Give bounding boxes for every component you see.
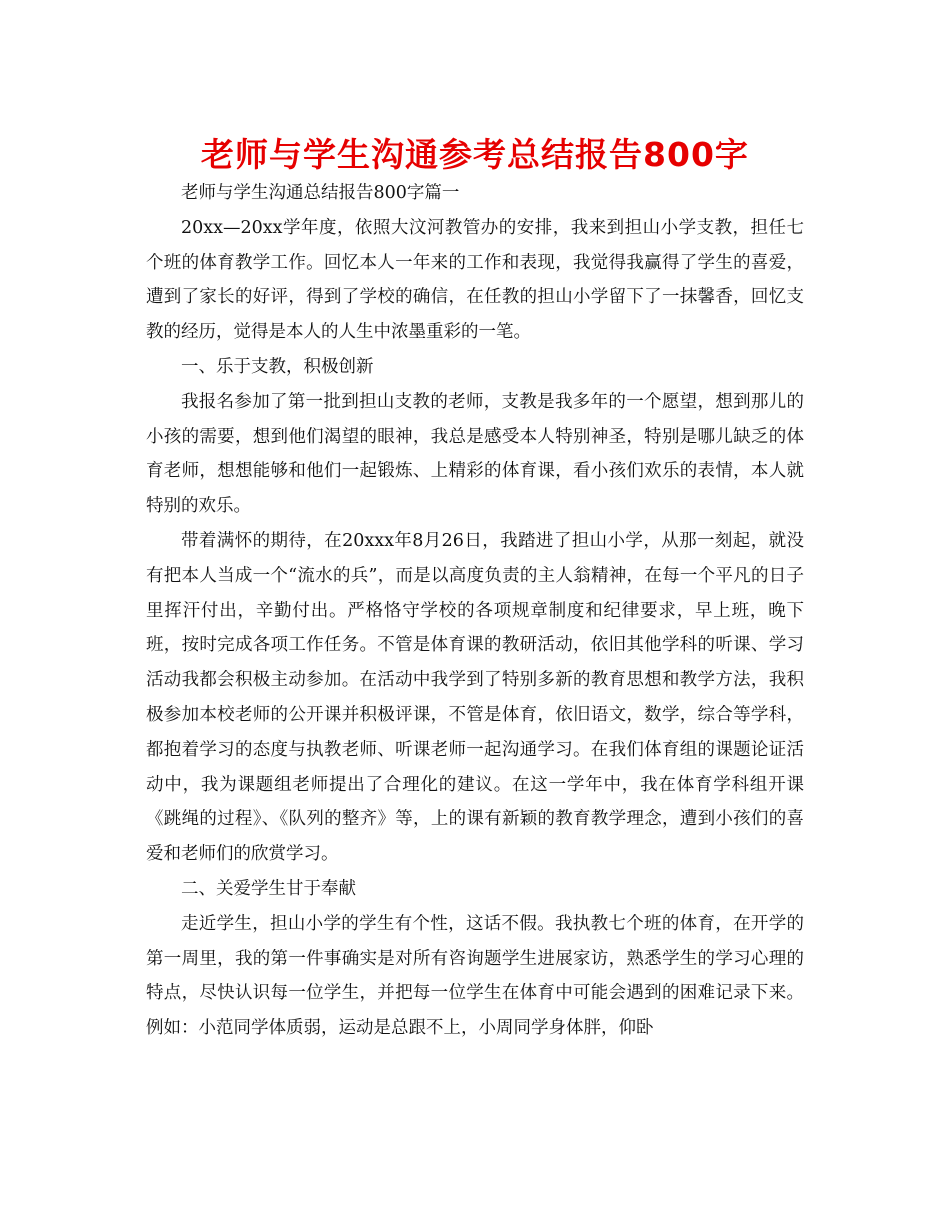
document-subtitle: 老师与学生沟通总结报告800字篇一 [181,183,460,203]
paragraph-section-1-continued: 带着满怀的期待，在20xxx年8月26日，我踏进了担山小学，从那一刻起，就没有把本人当成一个“流水的兵”，而是以高度负责的主人翁精神，在每一个平凡的日子里挥汗付出，辛勤付出。严格恪守学校的各项规章制度和纪律要求，早上班，晚下班，按时完成各项工作任务。不管是体育课的教研活动，依旧其他学科的听课、学习活动我都会积极主动参加。在活动中我学到了特别多新的教育思想和教学方法，我积极参加本校老师的公开课并积极评课，不管是体育，依旧语文，数学，综合等学科，都抱着学习的态度与执教老师、听课老师一起沟通学习。在我们体育组的课题论证活动中，我为课题组老师提出了合理化的建议。在这一学年中，我在体育学科组开课《跳绳的过程》、《队列的整齐》等，上的课有新颖的教育教学理念，遭到小孩们的喜爱和老师们的欣赏学习。 [146,530,804,865]
section-heading-2: 二、关爱学生甘于奉献 [181,878,356,899]
document-title: 老师与学生沟通参考总结报告800字 [201,135,749,174]
paragraph-section-2: 走近学生，担山小学的学生有个性，这话不假。我执教七个班的体育，在开学的第一周里，我的第一件事确实是对所有咨询题学生进展家访，熟悉学生的学习心理的特点，尽快认识每一位学生，并把每一位学生在体育中可能会遇到的困难记录下来。例如：小范同学体质弱，运动是总跟不上，小周同学身体胖，仰卧 [146,913,804,1039]
paragraph-section-1: 我报名参加了第一批到担山支教的老师，支教是我多年的一个愿望，想到那儿的小孩的需要，想到他们渴望的眼神，我总是感受本人特别神圣，特别是哪儿缺乏的体育老师，想想能够和他们一起锻炼、上精彩的体育课，看小孩们欢乐的表情，本人就特别的欢乐。 [146,391,804,517]
section-heading-1: 一、乐于支教，积极创新 [181,356,374,377]
paragraph-intro: 20xx—20xx学年度，依照大汶河教管办的安排，我来到担山小学支教，担任七个班的体育教学工作。回忆本人一年来的工作和表现，我觉得我赢得了学生的喜爱，遭到了家长的好评，得到了学校的确信，在任教的担山小学留下了一抹馨香，回忆支教的经历，觉得是本人的人生中浓墨重彩的一笔。 [146,217,804,343]
document-body [146,176,804,1046]
